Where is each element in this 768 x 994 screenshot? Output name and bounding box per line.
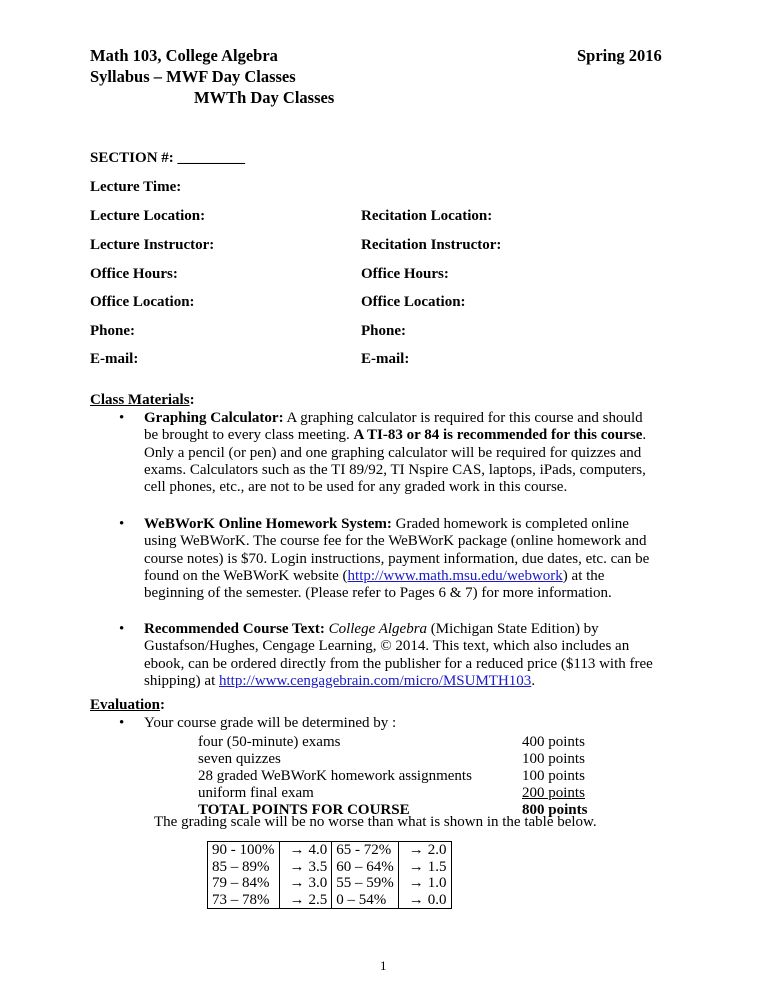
eval-item-points: 100 points: [522, 751, 585, 767]
grade-range: 73 – 78%: [212, 891, 270, 908]
grade-value: 3.0: [308, 875, 328, 891]
webwork-link[interactable]: http://www.math.msu.edu/webwork: [347, 567, 563, 584]
textbook-label: Recommended Course Text:: [144, 621, 325, 637]
eval-item-name: uniform final exam: [198, 785, 314, 801]
bullet-icon: •: [119, 410, 125, 426]
evaluation-intro: Your course grade will be determined by :: [144, 715, 397, 731]
arrow-icon: →: [289, 858, 305, 875]
phone-label-right: Phone:: [361, 323, 406, 339]
evaluation-title: Evaluation: [90, 697, 161, 713]
syllabus-title: Syllabus – MWF Day Classes: [90, 67, 296, 86]
arrow-icon: →: [289, 891, 305, 908]
phone-label-left: Phone:: [90, 323, 135, 339]
term: Spring 2016: [577, 46, 662, 65]
eval-item-name: four (50-minute) exams: [198, 734, 341, 750]
grade-range: 55 – 59%: [336, 875, 394, 891]
grade-value: 2.5: [308, 891, 328, 908]
class-materials-heading: [90, 392, 195, 409]
eval-total-points: 800 points: [522, 802, 588, 818]
arrow-icon: →: [408, 858, 424, 875]
textbook-link[interactable]: http://www.cengagebrain.com/micro/MSUMTH103: [219, 672, 532, 689]
email-label-left: E-mail:: [90, 351, 139, 367]
email-label-right: E-mail:: [361, 351, 410, 367]
arrow-icon: →: [408, 891, 424, 908]
course-title: Math 103, College Algebra: [90, 46, 278, 65]
page-number: 1: [380, 958, 387, 973]
table-row: [208, 842, 452, 909]
bullet-icon: •: [119, 715, 125, 731]
eval-total-name: TOTAL POINTS FOR COURSE: [198, 802, 410, 818]
grade-value-cell: [279, 842, 332, 909]
textbook-text-1: (Michigan State Edition) by: [427, 621, 599, 637]
textbook-title: College Algebra: [328, 621, 428, 637]
office-hours-label-left: Office Hours:: [90, 266, 178, 282]
textbook-text-3: ebook, can be ordered directly from the publisher for a reduced price ($113 with free: [144, 655, 653, 672]
eval-item-name: 28 graded WeBWorK homework assignments: [198, 768, 472, 784]
arrow-icon: →: [408, 842, 424, 858]
recitation-location-label: Recitation Location:: [361, 208, 493, 224]
grade-range: 65 - 72%: [336, 842, 392, 858]
textbook-text-4-end: .: [531, 672, 536, 689]
arrow-icon: →: [408, 875, 424, 891]
office-location-label-right: Office Location:: [361, 294, 466, 310]
grade-range-cell: [332, 842, 399, 909]
grade-range: 79 – 84%: [212, 875, 270, 891]
grade-value: 2.0: [427, 842, 447, 858]
calculator-label: Graphing Calculator:: [144, 410, 284, 426]
grade-value: 0.0: [427, 891, 447, 908]
calculator-text-4: exams. Calculators such as the TI 89/92, TI Nspire CAS, laptops, iPads, computers,: [144, 461, 646, 478]
webwork-text-1: Graded homework is completed online: [391, 516, 629, 532]
calculator-text-5: cell phones, etc., are not to be used for any graded work in this course.: [144, 479, 568, 496]
eval-item-points: 100 points: [522, 768, 585, 784]
webwork-text-2: using WeBWorK. The course fee for the WeBWorK package (online homework and: [144, 533, 647, 550]
alt-schedule: MWTh Day Classes: [194, 88, 335, 107]
webwork-label: WeBWorK Online Homework System:: [144, 516, 392, 532]
heading-colon: :: [189, 392, 195, 408]
grade-value-cell: [398, 842, 451, 909]
lecture-time-label: Lecture Time:: [90, 179, 182, 195]
arrow-icon: →: [289, 875, 305, 891]
grading-scale-note: The grading scale will be no worse than what is shown in the table below.: [154, 814, 597, 830]
eval-item-name: seven quizzes: [198, 751, 281, 767]
grade-value: 1.0: [427, 875, 447, 891]
grade-range: 0 – 54%: [336, 891, 387, 908]
grade-value: 3.5: [308, 858, 328, 875]
lecture-location-label: Lecture Location:: [90, 208, 206, 224]
calculator-text-3: Only a pencil (or pen) and one graphing calculator will be required for quizzes and: [144, 444, 642, 461]
eval-item-points: 400 points: [522, 734, 585, 750]
calculator-text-2-end: .: [642, 427, 647, 444]
grade-range: 60 – 64%: [336, 858, 394, 875]
grade-value: 4.0: [308, 842, 328, 858]
office-hours-label-right: Office Hours:: [361, 266, 449, 282]
grade-table: [207, 841, 452, 909]
heading-colon: :: [160, 697, 166, 713]
evaluation-heading: [90, 697, 165, 714]
eval-item-points: 200 points: [522, 785, 585, 801]
arrow-icon: →: [289, 842, 305, 858]
calculator-text-1: A graphing calculator is required for this course and should: [283, 410, 643, 426]
textbook-paragraph: [144, 621, 704, 690]
section-number-field: SECTION #: _________: [90, 150, 246, 166]
webwork-text-3: course notes) is $70. Login instructions, payment information, due dates, etc. can be: [144, 550, 650, 567]
bullet-icon: •: [119, 516, 125, 532]
office-location-label-left: Office Location:: [90, 294, 195, 310]
lecture-instructor-label: Lecture Instructor:: [90, 237, 215, 253]
textbook-text-4: shipping) at: [144, 672, 219, 689]
webwork-text-4a: found on the WeBWorK website (: [144, 567, 348, 584]
grade-value: 1.5: [427, 858, 447, 875]
calculator-recommendation: A TI-83 or 84 is recommended for this course: [353, 427, 643, 444]
calculator-text-2: be brought to every class meeting.: [144, 427, 354, 444]
webwork-paragraph: [144, 516, 704, 602]
grade-range-cell: [208, 842, 280, 909]
recitation-instructor-label: Recitation Instructor:: [361, 237, 502, 253]
webwork-text-5: beginning of the semester. (Please refer to Pages 6 & 7) for more information.: [144, 585, 612, 602]
class-materials-title: Class Materials: [90, 392, 190, 408]
grade-range: 90 - 100%: [212, 842, 275, 858]
calculator-paragraph: [144, 410, 704, 496]
grade-range: 85 – 89%: [212, 858, 270, 875]
textbook-text-2: Gustafson/Hughes, Cengage Learning, © 2014. This text, which also includes an: [144, 638, 630, 655]
webwork-text-4b: ) at the: [562, 567, 605, 584]
bullet-icon: •: [119, 621, 125, 637]
